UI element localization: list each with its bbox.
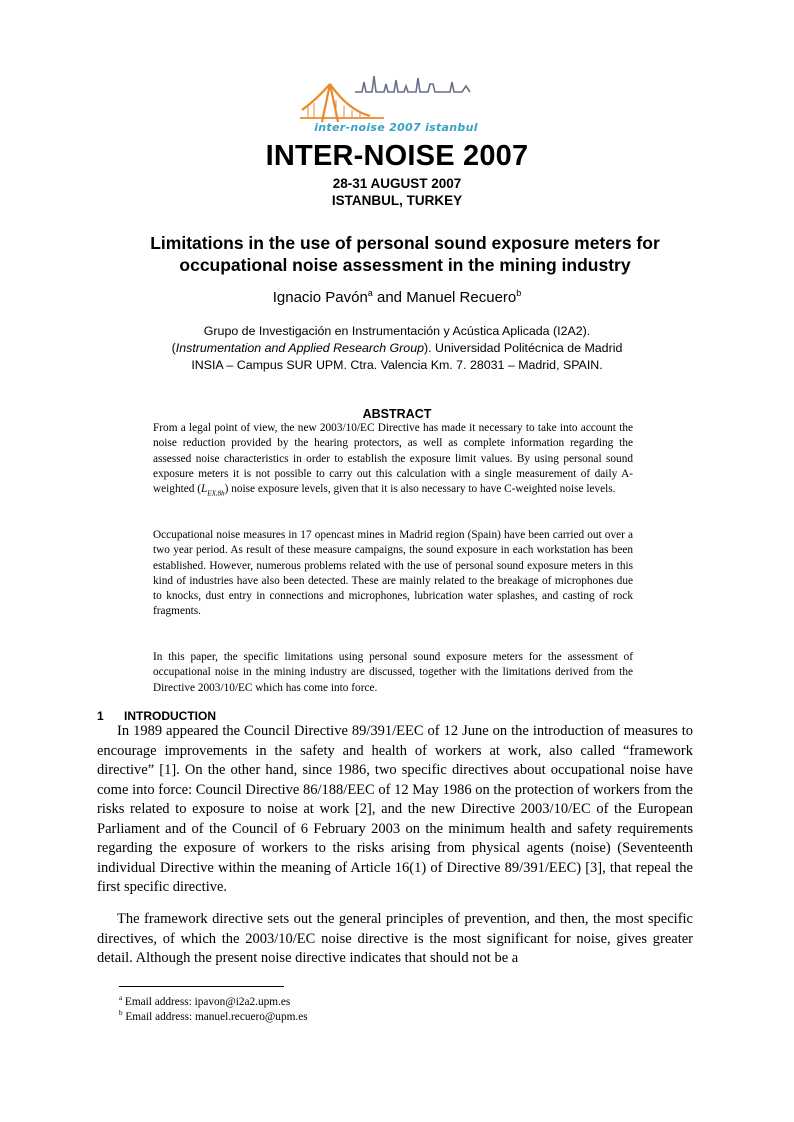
- footnote-mark: b: [119, 1009, 123, 1017]
- conference-location: ISTANBUL, TURKEY: [331, 193, 463, 208]
- abstract-heading: ABSTRACT: [362, 407, 432, 421]
- author-separator: and: [372, 289, 407, 306]
- affiliation-line1: Grupo de Investigación en Instrumentación y Acústica Aplicada (I2A2).: [203, 324, 591, 338]
- section-heading: [97, 709, 216, 723]
- affiliation-english: Instrumentation and Applied Research Group: [175, 341, 424, 355]
- section-title: INTRODUCTION: [124, 709, 216, 723]
- conference-dates: 28-31 AUGUST 2007: [332, 176, 462, 191]
- paper-title-line2: occupational noise assessment in the mining industry: [179, 255, 631, 275]
- author-mark: b: [516, 288, 522, 298]
- body-paragraph: In 1989 appeared the Council Directive 89/391/EEC of 12 June on the introduction of measures to encourage improvements in the safety and health of workers at work, also called “framework directive” [1]. On the other hand, since 1986, two specific directives about occupational noise have come into force: Council Directive 86/188/EEC of 12 May 1986 on the protection of workers from the risks related to exposure to noise at work [2], and the new Directive 2003/10/EC of the European Parliament and of the Council of 6 February 2003 on the minimum health and safety requirements regarding the exposure of workers to the risks arising from physical agents (noise) (Seventeenth individual Directive within the meaning of Article 16(1) of Directive 89/391/EEC) [3], that repeal the first specific directive.: [97, 723, 693, 895]
- math-variable: [201, 483, 225, 498]
- paper-title-line1: Limitations in the use of personal sound exposure meters for: [150, 233, 660, 253]
- abstract-text: ) noise exposure levels, given that it is also necessary to have C-weighted noise levels.: [224, 483, 616, 496]
- author-mark: a: [367, 288, 373, 298]
- footnote: [119, 994, 290, 1008]
- abstract-text: From a legal point of view, the new 2003/10/EC Directive has made it necessary to take into account the noise reduction provided by the hearing protectors, as well as complete information regarding the assessed noise characteristics in order to establish the exposure limit values. By using personal sound exposure meters it is not possible to carry out this calculation with a single measurement of daily A-weighted (: [153, 422, 633, 496]
- affiliation-line2: [100, 340, 694, 357]
- affiliation-line3: INSIA – Campus SUR UPM. Ctra. Valencia Km. 7. 28031 – Madrid, SPAIN.: [191, 358, 603, 372]
- paren: (: [171, 341, 176, 355]
- affiliation-university: ). Universidad Politécnica de Madrid: [424, 341, 623, 355]
- section-number: 1: [97, 709, 104, 723]
- footnote-text: Email address: manuel.recuero@upm.es: [122, 1010, 308, 1023]
- variable-subscript: EX,8h: [207, 489, 225, 498]
- bridge-icon: [300, 84, 384, 122]
- abstract-paragraph: Occupational noise measures in 17 opencast mines in Madrid region (Spain) have been carried out over a two year period. As result of these measure campaigns, the sound exposure in each workstation has been established. However, numerous problems related with the use of personal sound exposure meters in this kind of industries have also been detected. These are mainly related to the breakage of microphones due to knocks, dust entry in connections and microphones, lubrication water splashes, and casting of rock fragments.: [153, 529, 633, 618]
- variable-symbol: L: [201, 483, 208, 496]
- conference-title: INTER-NOISE 2007: [265, 140, 529, 172]
- author-name: Ignacio Pavón: [272, 289, 368, 306]
- body-paragraph: The framework directive sets out the general principles of prevention, and then, the most specific directives, of which the 2003/10/EC noise directive is the most significant for noise, gives greater detail. Although the present noise directive indicates that should not be a: [97, 911, 693, 966]
- logo-caption: inter-noise 2007 istanbul: [314, 121, 478, 134]
- abstract-paragraph: In this paper, the specific limitations using personal sound exposure meters for the assessment of occupational noise in the mining industry are discussed, together with the limitations derived from the Directive 2003/10/EC which has come into force.: [153, 651, 633, 694]
- footnote-text: Email address: ipavon@i2a2.upm.es: [122, 995, 291, 1008]
- author-list: [0, 288, 794, 306]
- affiliation: [100, 323, 694, 374]
- footnote-divider: [119, 986, 284, 987]
- footnote-mark: a: [119, 994, 123, 1002]
- skyline-icon: [355, 76, 470, 92]
- abstract-paragraph: [153, 421, 633, 502]
- paper-title: [110, 232, 700, 276]
- footnote: [119, 1009, 308, 1023]
- author-name: Manuel Recuero: [406, 289, 517, 306]
